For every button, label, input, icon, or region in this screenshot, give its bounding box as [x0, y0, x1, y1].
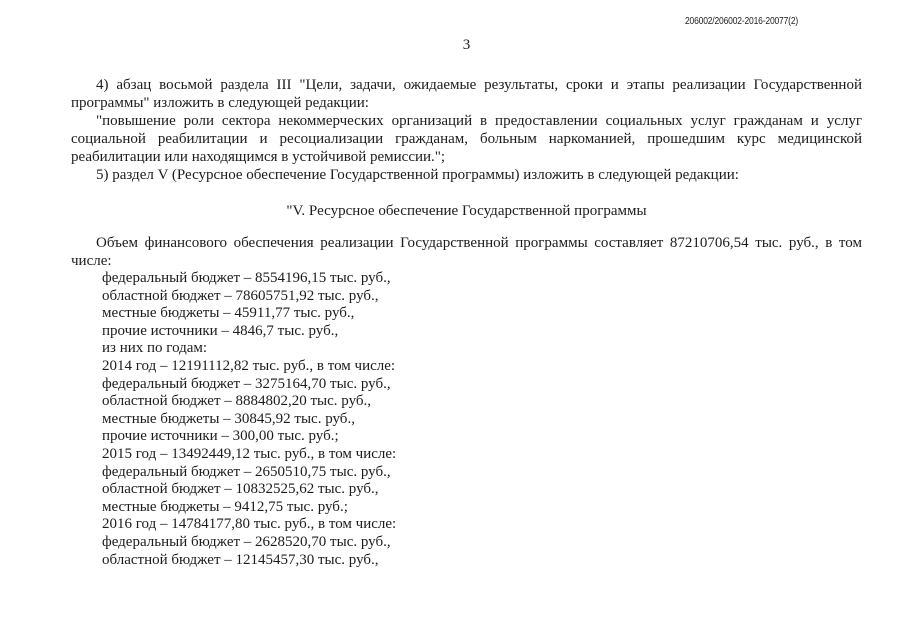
- document-id: 206002/206002-2016-20077(2): [684, 16, 798, 27]
- text-line: областной бюджет – 12145457,30 тыс. руб.,: [102, 551, 379, 568]
- document-body: [71, 36, 862, 569]
- text-line: местные бюджеты – 45911,77 тыс. руб.,: [102, 305, 355, 322]
- amendment-item-4: [71, 76, 862, 112]
- text-line: Объем финансового обеспечения реализации Государственной программы составляет 87210706,54 тыс. руб., в том: [96, 235, 862, 251]
- text-line: федеральный бюджет – 3275164,70 тыс. руб.,: [102, 375, 391, 392]
- text-line: прочие источники – 4846,7 тыс. руб.,: [102, 322, 339, 339]
- paragraphs-container: [71, 76, 862, 569]
- funding-breakdown-list: [71, 270, 862, 569]
- amendment-item-5: [71, 166, 862, 184]
- text-line: местные бюджеты – 9412,75 тыс. руб.;: [102, 498, 348, 515]
- funding-total-paragraph: [71, 234, 862, 270]
- text-line: 2015 год – 13492449,12 тыс. руб., в том числе:: [102, 445, 397, 462]
- text-line: социальной реабилитации и ресоциализации гражданам, больным наркоманией, прошедшим курс медицинской: [71, 131, 862, 147]
- text-line: 2014 год – 12191112,82 тыс. руб., в том числе:: [102, 357, 396, 374]
- page-number: 3: [462, 37, 471, 53]
- text-line: федеральный бюджет – 8554196,15 тыс. руб.,: [102, 270, 391, 286]
- text-line: реабилитации или находящимся в устойчивой ремиссии.";: [71, 149, 446, 165]
- text-line: местные бюджеты – 30845,92 тыс. руб.,: [102, 410, 355, 427]
- text-line: федеральный бюджет – 2628520,70 тыс. руб.,: [102, 533, 391, 550]
- text-line: программы" изложить в следующей редакции:: [71, 95, 369, 111]
- text-line: областной бюджет – 8884802,20 тыс. руб.,: [102, 393, 372, 410]
- text-line: 5) раздел V (Ресурсное обеспечение Государственной программы) изложить в следующей редакции:: [96, 167, 739, 183]
- text-line: федеральный бюджет – 2650510,75 тыс. руб.,: [102, 463, 391, 480]
- text-line: 2016 год – 14784177,80 тыс. руб., в том числе:: [102, 516, 397, 533]
- section-v-heading: [71, 202, 862, 220]
- text-line: 4) абзац восьмой раздела III "Цели, задачи, ожидаемые результаты, сроки и этапы реализации Государственной: [96, 77, 862, 93]
- text-line: из них по годам:: [102, 340, 208, 357]
- quoted-revision-text: [71, 112, 862, 166]
- text-line: "V. Ресурсное обеспечение Государственной программы: [286, 203, 647, 219]
- text-line: "повышение роли сектора некоммерческих организаций в предоставлении социальных услуг гражданам и услуг: [96, 113, 862, 129]
- text-line: областной бюджет – 78605751,92 тыс. руб.,: [102, 287, 379, 304]
- text-line: областной бюджет – 10832525,62 тыс. руб.,: [102, 481, 379, 498]
- text-line: числе:: [71, 253, 112, 269]
- text-line: прочие источники – 300,00 тыс. руб.;: [102, 428, 339, 445]
